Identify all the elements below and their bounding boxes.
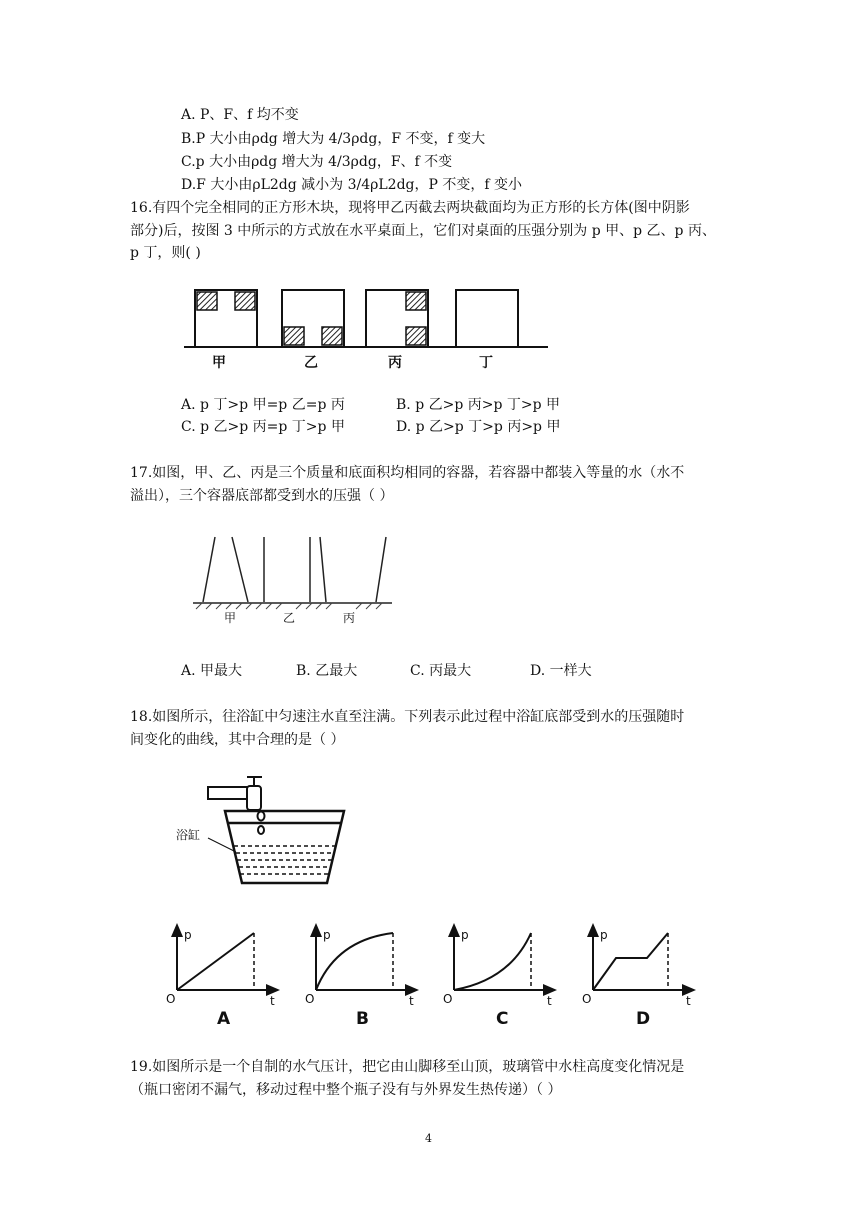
q17-stem-line-1: 17.如图，甲、乙、丙是三个质量和底面积均相同的容器，若容器中都装入等量的水（水不: [130, 465, 685, 481]
q15-option-b: B.P 大小由ρdg 增大为 4/3ρdg，F 不变，f 变大: [181, 131, 486, 147]
graph-d-y-label: p: [600, 928, 608, 942]
q16-option-a: A. p 丁>p 甲=p 乙=p 丙: [181, 397, 345, 413]
graph-d-origin: O: [582, 992, 592, 1006]
graph-a-x-label: t: [270, 994, 275, 1008]
graph-b-label: B: [356, 1009, 369, 1029]
q15-option-c: C.p 大小由ρdg 增大为 4/3ρdg，F、f 不变: [181, 154, 453, 170]
q15-option-d: D.F 大小由ρL2dg 减小为 3/4ρL2dg，P 不变，f 变小: [181, 177, 522, 193]
graph-a-label: A: [217, 1009, 231, 1029]
q16-label-yi: 乙: [304, 355, 318, 371]
q16-stem-line-1: 16.有四个完全相同的正方形木块，现将甲乙丙截去两块截面均为正方形的长方体(图中阴影: [130, 200, 690, 216]
q16-stem-line-3: p 丁，则( ): [130, 245, 201, 261]
q17-stem-line-2: 溢出），三个容器底部都受到水的压强（ ）: [130, 488, 394, 504]
graph-c-origin: O: [443, 992, 453, 1006]
graph-a-y-label: p: [184, 928, 192, 942]
q16-label-ding: 丁: [479, 355, 493, 371]
q17-option-c: C. 丙最大: [410, 663, 472, 679]
q16-label-jia: 甲: [212, 355, 226, 371]
graph-b-origin: O: [305, 992, 315, 1006]
q16-option-b: B. p 乙>p 丙>p 丁>p 甲: [396, 397, 561, 413]
q15-option-a: A. P、F、f 均不变: [181, 107, 299, 123]
q18-tub-label: 浴缸: [176, 828, 201, 842]
q17-label-jia: 甲: [224, 611, 237, 625]
graph-c-label: C: [496, 1009, 509, 1029]
q16-option-c: C. p 乙>p 丙=p 丁>p 甲: [181, 419, 345, 435]
q18-stem-line-2: 间变化的曲线，其中合理的是（ ）: [130, 732, 345, 748]
page-number: 4: [425, 1132, 432, 1145]
q19-stem-line-1: 19.如图所示是一个自制的水气压计，把它由山脚移至山顶，玻璃管中水柱高度变化情况是: [130, 1059, 685, 1075]
q17-label-yi: 乙: [283, 611, 296, 625]
graph-c-x-label: t: [547, 994, 552, 1008]
graph-c-y-label: p: [461, 928, 469, 942]
q17-option-b: B. 乙最大: [296, 663, 358, 679]
q17-label-bing: 丙: [343, 611, 356, 625]
graph-b-x-label: t: [409, 994, 414, 1008]
q19-stem-line-2: （瓶口密闭不漏气，移动过程中整个瓶子没有与外界发生热传递）（ ）: [130, 1082, 562, 1098]
q17-option-d: D. 一样大: [530, 663, 592, 679]
graph-a-origin: O: [166, 992, 176, 1006]
graph-d-label: D: [636, 1009, 651, 1029]
graph-b-y-label: p: [323, 928, 331, 942]
q18-stem-line-1: 18.如图所示，往浴缸中匀速注水直至注满。下列表示此过程中浴缸底部受到水的压强随时: [130, 709, 685, 725]
q16-stem-line-2: 部分)后，按图 3 中所示的方式放在水平桌面上，它们对桌面的压强分别为 p 甲、p 乙、p 丙、: [130, 223, 716, 239]
q17-option-a: A. 甲最大: [181, 663, 243, 679]
q16-option-d: D. p 乙>p 丁>p 丙>p 甲: [396, 419, 561, 435]
graph-d-x-label: t: [686, 994, 691, 1008]
q16-label-bing: 丙: [388, 355, 402, 371]
